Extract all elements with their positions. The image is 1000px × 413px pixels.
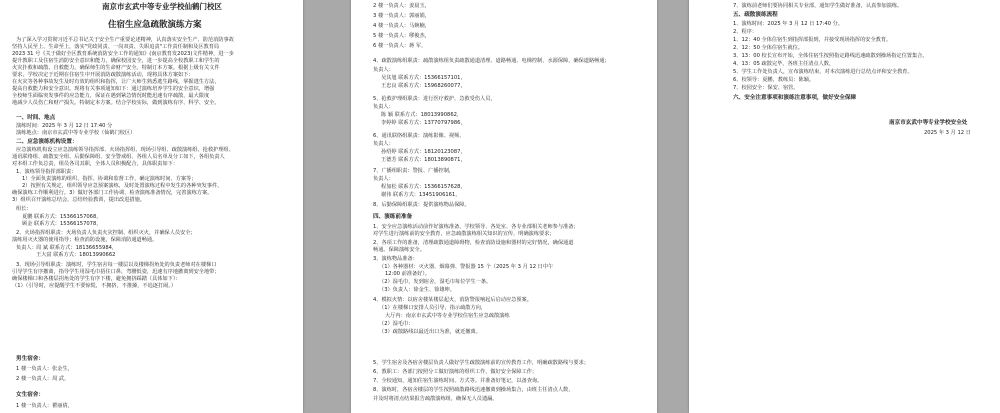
girls-dorm-heading: 女生宿舍：: [16, 392, 44, 398]
prep-line: （2）湿毛巾，发到宿舍，湿毛巾每位学生一条。: [379, 279, 492, 285]
intro-line: 火灾扑救和疏散、自救能力，确保师生的生命财产安全。特制订本方案。根据上级有关文件: [12, 65, 220, 71]
duty-line: 演练用灭火器的使用指导；检查消防设施，保障消防通道畅通。: [12, 237, 158, 243]
intro-line: 要求，学校决定于近期在住宿生中开展消防疏散演练活动，现将具体方案如下：: [12, 72, 194, 78]
flow-line: 5、学生工作处负责人，宣布演练结束，对本次演练进行总结点评和安全教育。: [733, 69, 913, 75]
person-line: 李婷婷 联系方式：13770797986，: [381, 120, 466, 126]
leader-label: 组长：: [16, 206, 32, 212]
duty-line: 确保楼梯口和各楼层拐角处的学生有序下楼，避免拥挤踩踏（具体如下）：: [12, 276, 181, 282]
rescue-heading: 5、抢救护理组职责：进行医疗救护，急救受伤人员，: [373, 96, 496, 102]
evac-label: 负责人：: [373, 67, 394, 73]
section-heading: 五、疏散演练流程: [733, 12, 778, 18]
person-line: 2 楼一负责人：姜晨玉，: [373, 3, 430, 9]
section-heading: 四、演练前准备: [373, 214, 413, 220]
document-page-1: [0, 0, 303, 413]
intro-line: 全校师生面临突发事件的应急能力，保证在遇到紧急情况时能迅速有序疏散，最大限度: [12, 93, 210, 99]
org-line: 通讯联络组、疏散安全组、后勤保障组、安全警戒组、各组人员名单及分工如下，各组负责人: [12, 154, 225, 160]
person-line: 吴其旭 联系方式：15366157101，: [381, 75, 466, 81]
fire-heading: 2、火场指挥组职责：火场负责人负责火灾控制、组织灭火，并确保人员安全；: [16, 230, 196, 236]
school-title: 南京市玄武中等专业学校仙鹤门校区: [102, 2, 222, 11]
comm-label: 负责人：: [373, 141, 394, 147]
event-time: 演练时间：2025 年 3 月 12 日 17:40 分: [16, 123, 113, 129]
person-line: 3 楼一负责人：郭丽娟，: [373, 13, 430, 19]
prep-line: （1）各种器材：灭火器、烟幕弹、警报器 15 个（2025 年 3 月 12 日中午: [379, 264, 554, 270]
comm-heading: 6、通讯联络组职责：演练影像、视频、: [373, 133, 465, 139]
person-line: 1 楼一负责人：瞿丽倩，: [16, 403, 73, 409]
fire-label: 负责人：: [16, 245, 37, 251]
signing-date: 2025 年 3 月 12 日: [924, 130, 971, 136]
signer: 南京市玄武中等专业学校安全处: [889, 120, 968, 126]
rescue-label: 负责人：: [373, 104, 394, 110]
broadcast-label: 负责人：: [373, 176, 394, 182]
prep-line: 对学生进行演练前的安全教育，应急疏散演练相关知识的宣传，明确演练要求；: [373, 231, 555, 237]
guide-heading: 3、现场引导组职责：演练时，学生宿舍每一楼层以及楼梯拐角处的负责老师对在楼梯口: [16, 262, 217, 268]
person-line: 顾金 联系方式：15366157078，: [22, 221, 102, 227]
document-page-3: [689, 0, 1000, 413]
flow-line: 2、程序：: [733, 29, 758, 35]
person-line: 王德芳 联系方式：18013890871，: [381, 157, 466, 163]
person-line: 王忠良 联系方式：15968260077，: [381, 83, 466, 89]
intro-line: 为了深入学习贯彻习近平总书记关于安全生产重要论述精神，认真落实安全生产、防范消防事故: [16, 37, 234, 43]
section-heading: 一、时间、地点: [16, 115, 56, 121]
duty-line: 确保演练工作顺利进行。3）做好各部门工作协调，检查演练准备情况，完善演练方案。: [12, 190, 213, 196]
intro-line: 提升教职工及住宿生消防安全意识和能力，确保校园安全，进一步提高全校教职工和学生的: [12, 58, 220, 64]
tail-line: 5、学生宿舍及各宿舍楼层负责人做好学生疏散演练前的宣传教育工作，明确疏散路线与要求；: [373, 360, 589, 366]
duty-line: 引导学生有序撤离，指导学生用湿毛巾捂住口鼻，弯腰低姿，迅速有序地撤离到安全地带；: [12, 269, 220, 275]
org-line: 应急演练机构设立应急演练领导指挥部、火场指挥组、现场引导组、疏散演练组、抢救护理组、: [16, 147, 234, 153]
person-line: 1 楼一负责人：张金生，: [16, 366, 73, 372]
person-line: 谢伟 联系方式：13451906161，: [381, 192, 461, 198]
prep-line: 3、演练物品准备：: [373, 256, 418, 262]
safety-heading: 8、后勤保障组职责：提供演练物品保障。: [373, 202, 470, 208]
intro-line: 地减少人员伤亡和财产损失。特制定本方案。结合学校实际，做到演练有序、科学、安全。: [12, 100, 220, 106]
prep-line: （3）负责人：徐金生、徐雄坤。: [379, 287, 455, 293]
leader-heading: 1、演练领导指挥部职责：: [16, 169, 77, 175]
flow-line: 1、12：40 全体住宿生到指挥部报到，并接受现场指挥的安全教育。: [733, 37, 892, 43]
boys-dorm-heading: 男生宿舍：: [16, 356, 44, 362]
flow-line: 7、校园安全：保安、宿管。: [733, 85, 799, 91]
person-line: 夏鹏 联系方式：15366157068，: [22, 214, 102, 220]
prep-line: （2）湿毛巾：: [379, 321, 414, 327]
flow-line: 3、13：00 校长宣布开始，全体住宿生按照指定路线迅速疏散到操场指定位置集合。: [733, 53, 928, 59]
duty-line: 3）组织召开演练总结会，总结经验教训，提出改进措施。: [12, 197, 145, 203]
intro-line: 2023 31 号《关于做好全区教育系统消防安全工作的通知》(南京教育发2023)文件精神，进一步: [12, 51, 234, 57]
prep-line: 4、模拟火情：以宿舍楼某楼层起火，消防警报响起后启动应急预案。: [373, 297, 532, 303]
tail-line: 6、教职工：各部门按照分工做好演练的组织工作，做好安全保障工作；: [373, 369, 538, 375]
person-line: 周 斌 联系方式：18136655984，: [36, 245, 118, 251]
tail-line: 并及时将清点结果报告疏散演练组，确保无人员遗漏。: [373, 396, 498, 402]
person-line: 5 楼一负责人：缪俊杰，: [373, 33, 430, 39]
intro-line: 在火灾等各种事故发生及时有效的组织和指挥，让广大师生熟悉逃生路线，掌握逃生方法，: [12, 79, 220, 85]
duty-line: 2）按照有关规定，组织领导应急预案演练，及时处置演练过程中发生的各种突发事件，: [22, 183, 223, 189]
flow-line: 2、12：50 全体住宿生就位。: [733, 45, 804, 51]
flow-line: 4、13：05 疏散完毕，各班主任清点人数，: [733, 61, 835, 67]
prep-line: 2、各项工作的准备，清理疏散通道障碍物，检查消防设施和器材的完好情况，确保通道: [373, 240, 574, 246]
duty-line: （1）（引导时，应提醒学生不要惊慌，不拥挤，不推搡，不追逐打闹。）: [12, 283, 177, 289]
person-line: 6 楼一负责人：蒋 军，: [373, 43, 427, 49]
person-line: 2 楼一负责人：周 武，: [16, 376, 70, 382]
tail-line: 8、演练时，各宿舍楼层的学生按照疏散路线迅速撤离到操场集合，由班主任清点人数，: [373, 387, 574, 393]
prep-line: 畅通。保障演练安全。: [373, 247, 425, 253]
document-page-2: [351, 0, 657, 413]
section-heading: 六、安全注意事项和演练注意事项，做好安全保障: [733, 95, 857, 101]
person-line: 4 楼一负责人：马婉楠，: [373, 23, 430, 29]
person-line: 王大富 联系方式：18013990662: [36, 252, 116, 258]
intro-line: 坚持人民至上、生命至上，落实"党政同责、一岗双责、失职追责"工作责任制和及区教育局: [12, 44, 220, 50]
person-line: 孙绍婷 联系方式：18120123087，: [381, 149, 466, 155]
prep-line: 1、安全应急演练活动前作好演练准备，学校领导、各处室、各专业部相关老师参与准备；: [373, 224, 579, 230]
person-line: 程加松 联系方式：15366157628，: [381, 184, 466, 190]
prep-line: 12:00 前准备好）。: [385, 271, 431, 277]
prep-line: （3）疏散路线以最近出口为准，就近撤离。: [379, 329, 481, 335]
prep-line: 大厅内：南京市玄武中等专业学校住宿生应急疏散演练: [385, 313, 510, 319]
evac-heading: 4、疏散演练组职责：疏散演练组负责疏散通道清理、道路畅通、电梯控制、水源保障，确保道路畅通；: [373, 58, 610, 64]
top-line: 7、演练前老师们要协同相关专业部，通知学生做好准备，认真参加演练。: [733, 3, 903, 9]
flow-line: 6、校领导：夏鹏，教练员：陈颖。: [733, 77, 815, 83]
event-place: 演练地点：南京市玄武中等专业学校（仙鹤门校区）: [16, 130, 136, 136]
broadcast-heading: 7、广播组职责：警报、广播控制，: [373, 168, 455, 174]
org-line: 对本组工作负总责，组员各司其职，全体人员积极配合，具体职责如下：: [12, 161, 179, 167]
intro-line: 提高自救能力和安全意识。现将有关事项通知如下：通过演练培养学生的安全意识，增强: [12, 86, 215, 92]
prep-line: （1）在楼梯口安排人员引导，指示疏散方向，: [379, 305, 487, 311]
person-line: 陈 颖 联系方式：18013990862，: [381, 112, 463, 118]
section-heading: 二、应急演练机构设置：: [16, 139, 78, 145]
plan-title: 住宿生应急疏散演练方案: [108, 20, 202, 30]
flow-line: 1、演练时间：2025 年 3 月 12 日 17:40 分。: [733, 21, 843, 27]
duty-line: 1）全面负责演练的组织、指挥、协调和监督工作，确定演练时间、方案等；: [22, 176, 197, 182]
tail-line: 7、全校通知，通知住宿生演练时间、方式等。并准备好笔记，以备查询。: [373, 378, 543, 384]
